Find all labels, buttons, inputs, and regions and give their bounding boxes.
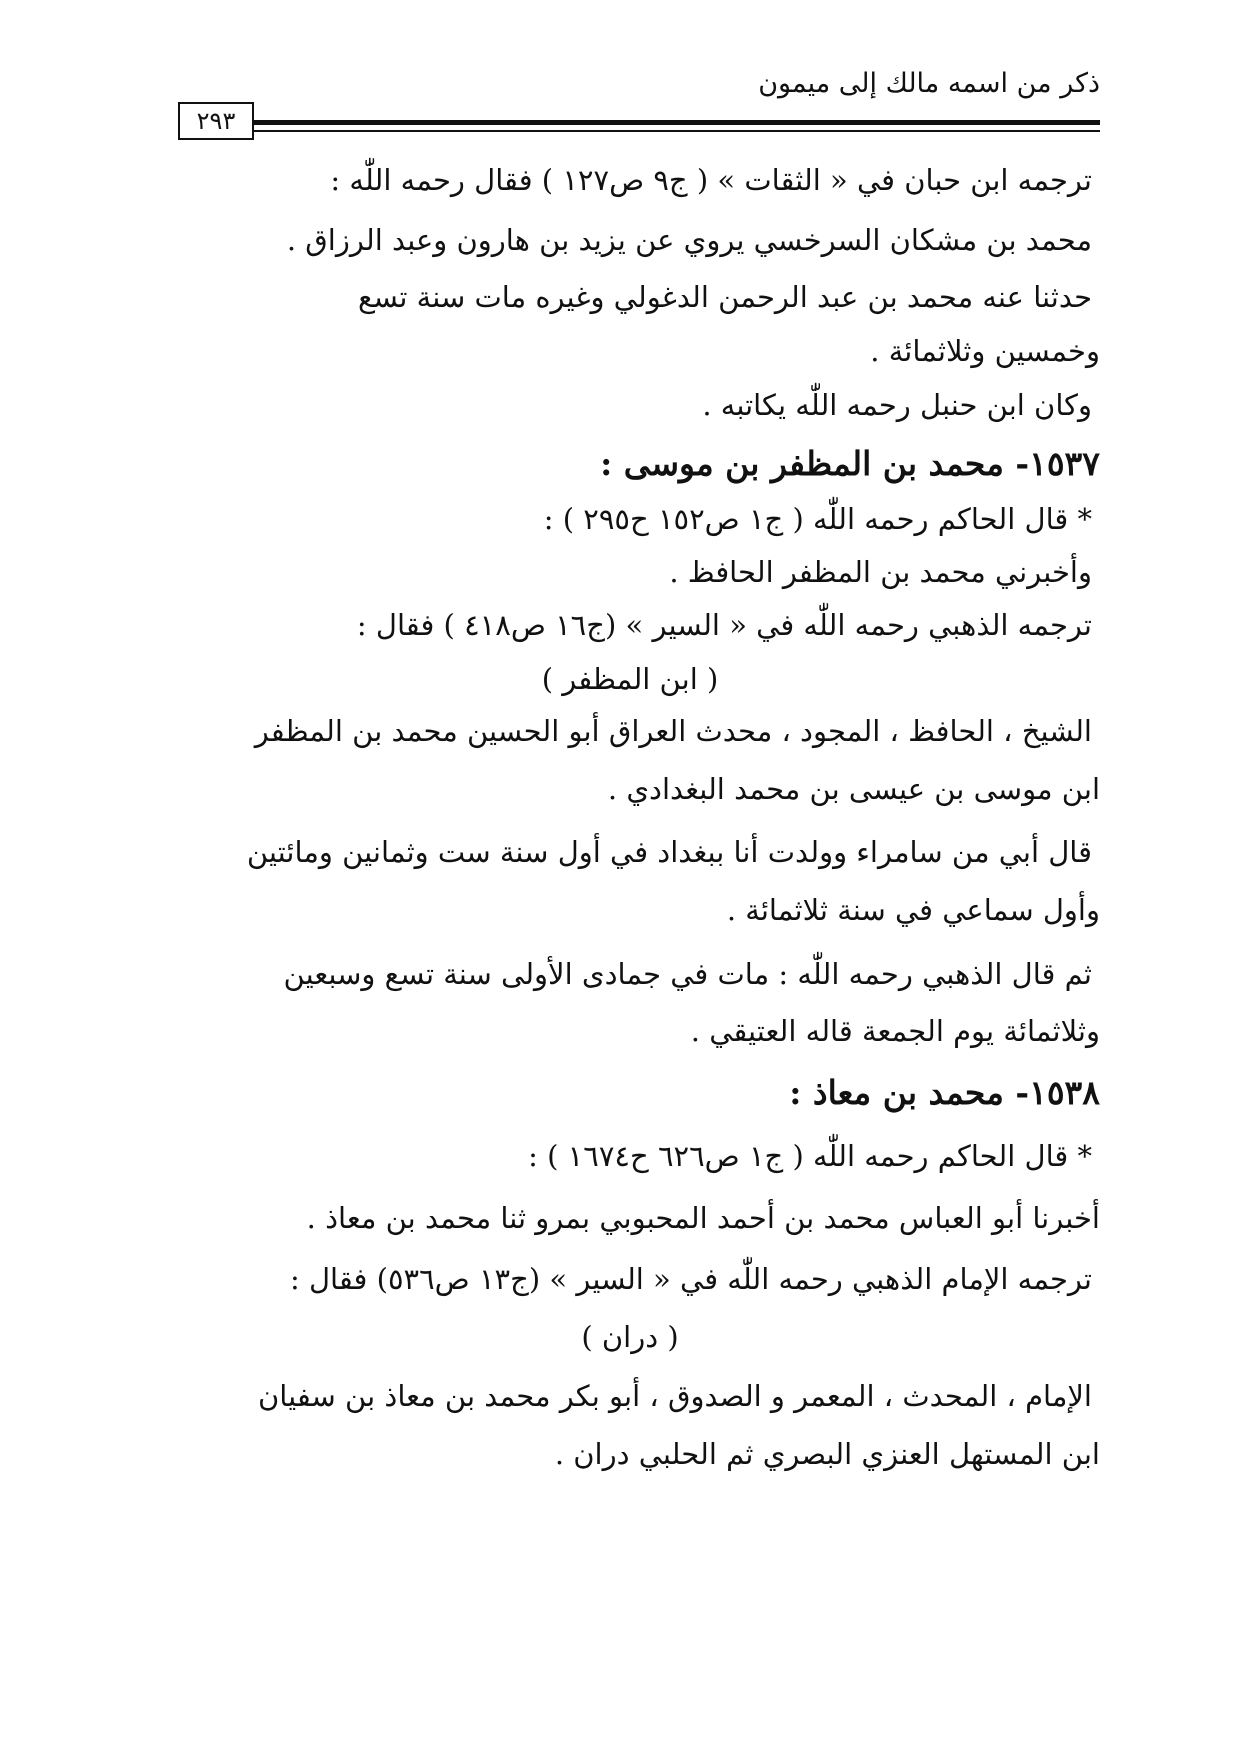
- text-line: ترجمه الذهبي رحمه اللّٰه في « السير » (ج١٦ ص٤١٨ ) فقال :: [356, 608, 1092, 642]
- text-line: وخمسين وثلاثمائة .: [870, 334, 1100, 368]
- text-line: محمد بن مشكان السرخسي يروي عن يزيد بن هارون وعبد الرزاق .: [286, 223, 1092, 257]
- running-title: ذكر من اسمه مالك إلى ميمون: [758, 68, 1100, 99]
- entry-heading: ١٥٣٨- محمد بن معاذ :: [789, 1073, 1100, 1112]
- header-rule-thick: [254, 120, 1100, 125]
- text-line: ثم قال الذهبي رحمه اللّٰه : مات في جمادى الأولى سنة تسع وسبعين: [283, 957, 1092, 991]
- page-number: ٢٩٣: [196, 107, 236, 135]
- text-line: ( ابن المظفر ): [541, 662, 719, 696]
- text-line: وأخبرني محمد بن المظفر الحافظ .: [669, 555, 1092, 589]
- text-line: وثلاثمائة يوم الجمعة قاله العتيقي .: [690, 1014, 1100, 1048]
- text-line: ابن المستهل العنزي البصري ثم الحلبي دران .: [554, 1437, 1100, 1471]
- text-line: وأول سماعي في سنة ثلاثمائة .: [726, 893, 1100, 927]
- text-line: أخبرنا أبو العباس محمد بن أحمد المحبوبي بمرو ثنا محمد بن معاذ .: [306, 1201, 1100, 1235]
- text-line: وكان ابن حنبل رحمه اللّٰه يكاتبه .: [702, 388, 1092, 422]
- text-line: * قال الحاكم رحمه اللّٰه ( ج١ ص١٥٢ ح٢٩٥ ) :: [543, 502, 1092, 536]
- text-line: قال أبي من سامراء وولدت أنا ببغداد في أول سنة ست وثمانين ومائتين: [246, 835, 1092, 869]
- text-line: الإمام ، المحدث ، المعمر و الصدوق ، أبو بكر محمد بن معاذ بن سفيان: [257, 1379, 1092, 1413]
- text-line: الشيخ ، الحافظ ، المجود ، محدث العراق أبو الحسين محمد بن المظفر: [254, 714, 1092, 748]
- text-line: ( دران ): [581, 1320, 679, 1354]
- text-line: * قال الحاكم رحمه اللّٰه ( ج١ ص٦٢٦ ح١٦٧٤ ) :: [528, 1139, 1092, 1173]
- text-line: ترجمه الإمام الذهبي رحمه اللّٰه في « السير » (ج١٣ ص٥٣٦) فقال :: [289, 1262, 1092, 1296]
- header-rule-thin: [254, 130, 1100, 132]
- entry-heading: ١٥٣٧- محمد بن المظفر بن موسى :: [600, 444, 1100, 483]
- text-line: ابن موسى بن عيسى بن محمد البغدادي .: [607, 772, 1100, 806]
- text-line: حدثنا عنه محمد بن عبد الرحمن الدغولي وغيره مات سنة تسع: [358, 280, 1092, 314]
- text-line: ترجمه ابن حبان في « الثقات » ( ج٩ ص١٢٧ ) فقال رحمه اللّٰه :: [330, 163, 1092, 197]
- page-number-box: [178, 102, 254, 140]
